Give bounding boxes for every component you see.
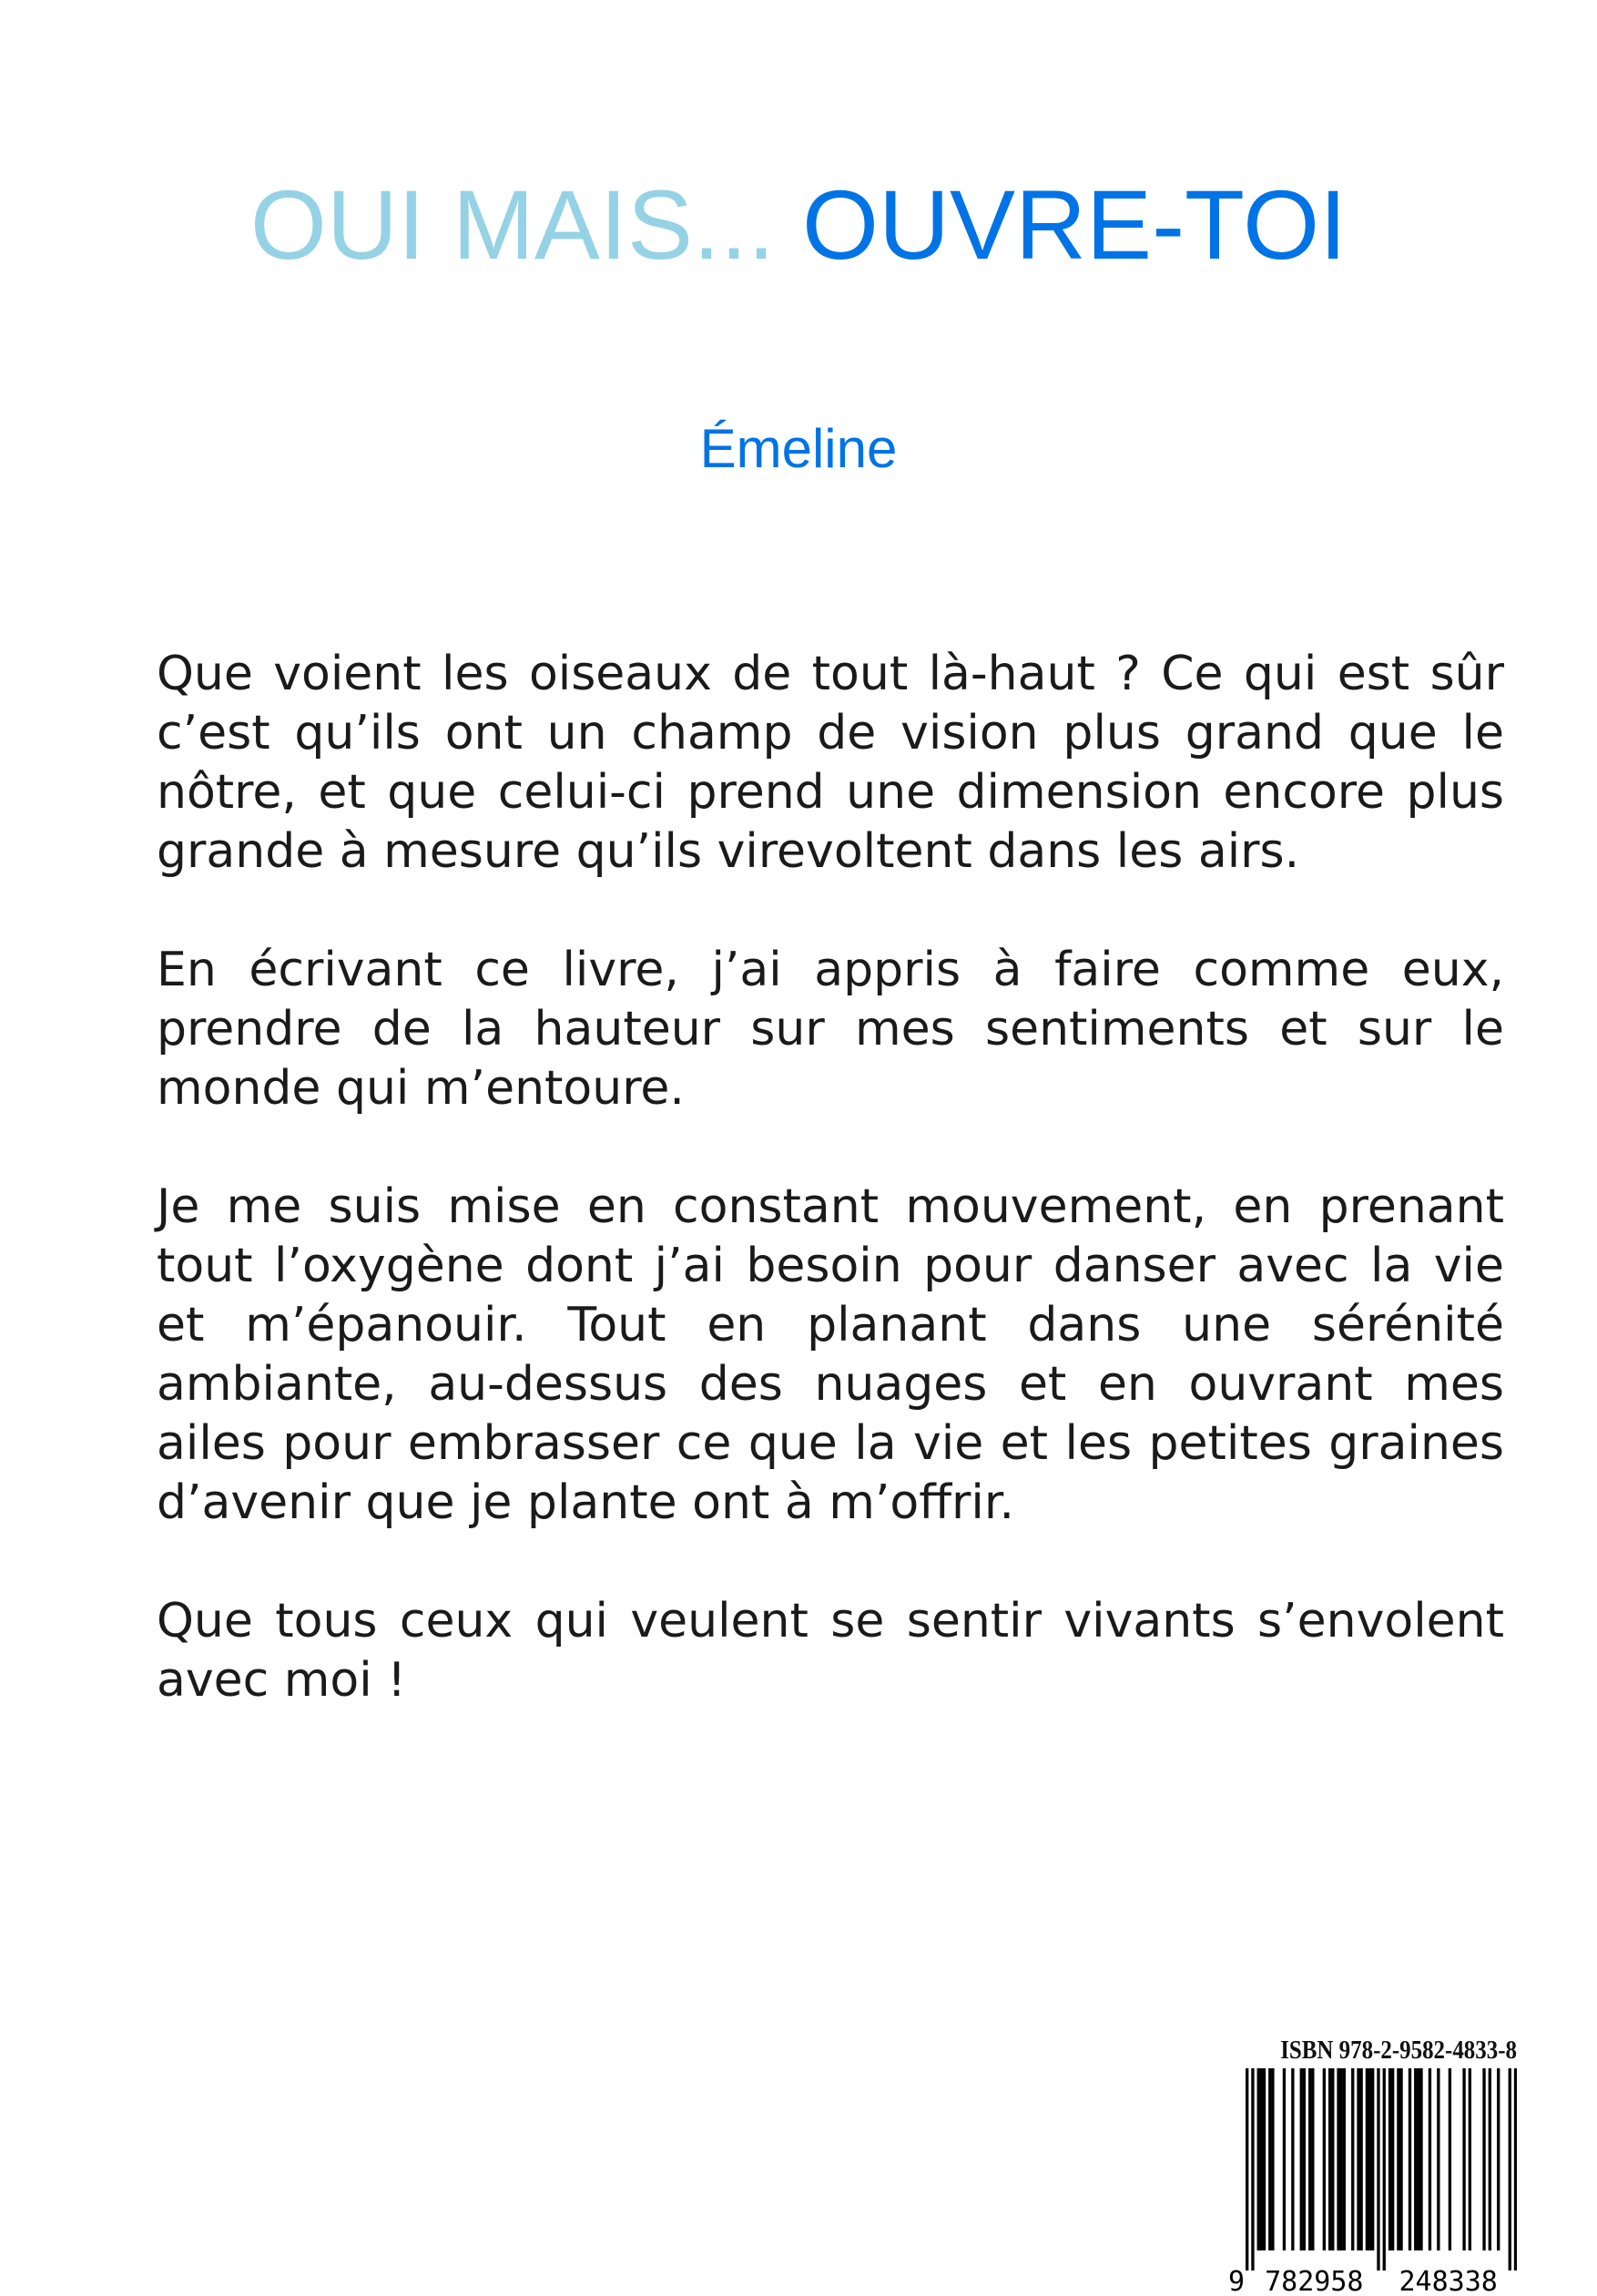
paragraph-2: En écrivant ce livre, j’ai appris à faire comme eux, prendre de la hauteur sur mes sentiments et sur le monde qui m’entoure. <box>157 943 1504 1116</box>
barcode-bar <box>1328 2068 1331 2250</box>
barcode-bar <box>1497 2068 1500 2250</box>
barcode-bar <box>1257 2068 1260 2250</box>
barcode-bars <box>1246 2068 1517 2270</box>
barcode-bar <box>1417 2068 1419 2250</box>
barcode-bar <box>1489 2068 1491 2250</box>
barcode-bar <box>1303 2068 1306 2250</box>
barcode-bar <box>1449 2068 1451 2250</box>
barcode-bar <box>1291 2068 1294 2250</box>
barcode-bar <box>1437 2068 1439 2250</box>
barcode-bar <box>1469 2068 1471 2250</box>
barcode-bar <box>1331 2068 1334 2250</box>
barcode-bar <box>1311 2068 1314 2250</box>
barcode-bar <box>1383 2068 1386 2270</box>
barcode-bar <box>1414 2068 1417 2250</box>
barcode-digit-group: 248338 <box>1399 2266 1498 2296</box>
barcode-bar <box>1409 2068 1411 2250</box>
isbn-barcode-block <box>1226 2034 1517 2296</box>
barcode-bar <box>1271 2068 1274 2250</box>
book-title <box>0 166 1597 284</box>
barcode-bar <box>1300 2068 1303 2250</box>
barcode-bar <box>1308 2068 1311 2250</box>
paragraph-3: Je me suis mise en constant mouvement, en prenant tout l’oxygène dont j’ai besoin pour danser avec la vie et m’épanouir. Tout en planant dans une sérénité ambiante, au-dessus des nuages et en ouvrant mes ailes pour embrasser ce que la vie et les petites graines d’avenir que je plante ont à m’offrir. <box>157 1179 1504 1530</box>
barcode-digits <box>1228 2266 1498 2296</box>
barcode-bar <box>1368 2068 1371 2250</box>
barcode-bar <box>1509 2068 1511 2270</box>
barcode-bar <box>1323 2068 1326 2250</box>
barcode-digit-group: 9 <box>1227 2266 1246 2296</box>
barcode-bar <box>1462 2068 1465 2250</box>
paragraph-4: Que tous ceux qui veulent se sentir vivants s’envolent avec moi ! <box>157 1594 1504 1708</box>
barcode-bar <box>1514 2068 1517 2270</box>
barcode-bar <box>1371 2068 1374 2250</box>
barcode-bar <box>1397 2068 1399 2250</box>
barcode-bar <box>1343 2068 1346 2250</box>
barcode-bar <box>1419 2068 1422 2250</box>
title-part-2: OUVRE-TOI <box>802 169 1348 280</box>
barcode-digit-group: 782958 <box>1265 2266 1364 2296</box>
barcode-bar <box>1246 2068 1248 2270</box>
barcode-bar <box>1377 2068 1379 2270</box>
barcode-bar <box>1268 2068 1271 2250</box>
barcode-bar <box>1429 2068 1431 2250</box>
barcode-bar <box>1351 2068 1354 2250</box>
barcode-bar <box>1263 2068 1266 2250</box>
isbn-label: ISBN 978-2-9582-4833-8 <box>1280 2036 1517 2065</box>
barcode-bar <box>1388 2068 1391 2250</box>
barcode-bar <box>1337 2068 1339 2250</box>
barcode-bar <box>1366 2068 1368 2250</box>
barcode-bar <box>1359 2068 1362 2250</box>
title-part-1: OUI MAIS... <box>249 169 775 280</box>
barcode-bar <box>1260 2068 1263 2250</box>
back-cover-text <box>157 645 1504 1770</box>
paragraph-1: Que voient les oiseaux de tout là-haut ? Ce qui est sûr c’est qu’ils ont un champ de vision plus grand que le nôtre, et que celui-ci prend une dimension encore plus grande à mesure qu’ils virevoltent dans les airs. <box>157 647 1504 879</box>
barcode-bar <box>1399 2068 1402 2250</box>
barcode-bar <box>1482 2068 1485 2250</box>
barcode-bar <box>1357 2068 1359 2250</box>
barcode <box>1226 2068 1517 2296</box>
barcode-bar <box>1283 2068 1286 2250</box>
barcode-bar <box>1251 2068 1254 2270</box>
barcode-bar <box>1391 2068 1394 2250</box>
author-name: Émeline <box>699 418 898 479</box>
barcode-bar <box>1340 2068 1343 2250</box>
